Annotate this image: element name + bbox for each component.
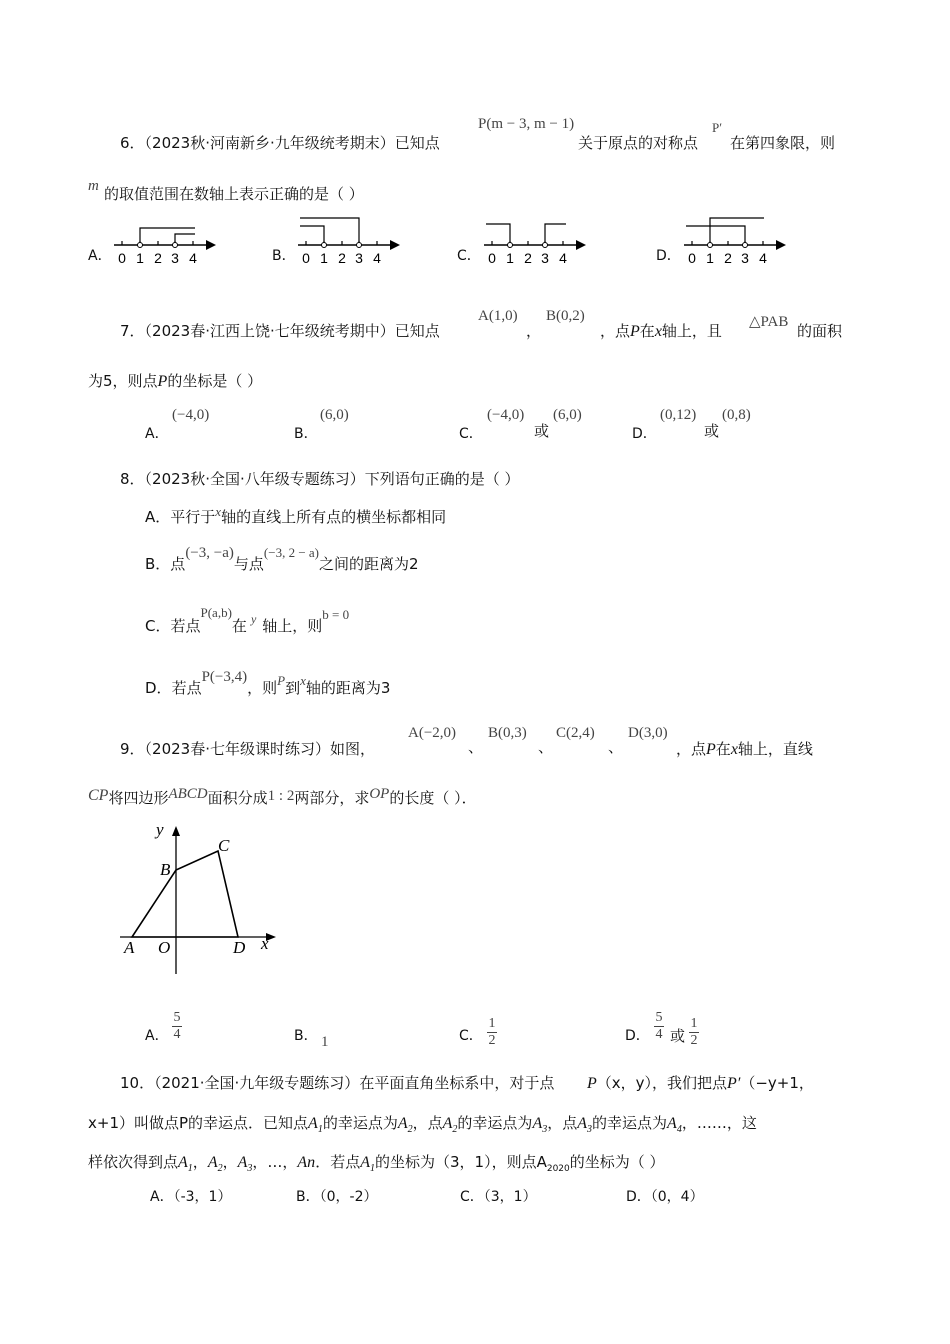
q6-option-b-label[interactable]: B． bbox=[272, 248, 296, 264]
q9-line1 bbox=[120, 738, 375, 759]
tick-0: 0 bbox=[302, 250, 310, 266]
q9-ratio: 1 : 2 bbox=[267, 788, 295, 804]
q10-line2d: 的幸运点为 bbox=[592, 1114, 668, 1132]
q10-l3-a1b: A bbox=[360, 1154, 370, 1171]
tick-0: 0 bbox=[118, 250, 126, 266]
q9-t6: 面积分成 bbox=[207, 789, 268, 807]
q9-t2: ，点 bbox=[676, 740, 707, 758]
label-c: C bbox=[218, 836, 230, 855]
q6-point-p: P(m − 3, m − 1) bbox=[478, 116, 575, 132]
q6-option-c-label[interactable]: C． bbox=[457, 248, 481, 264]
q10-line2b: 的幸运点为 bbox=[322, 1114, 398, 1132]
label-o: O bbox=[158, 938, 171, 957]
q7-t3: 在 bbox=[639, 322, 655, 340]
q9-x: x bbox=[730, 741, 738, 758]
q8-option-d[interactable] bbox=[145, 669, 391, 698]
q10-a2b-sub: 2 bbox=[452, 1124, 458, 1135]
q8-c-label: C． bbox=[145, 617, 171, 635]
q7-option-b-label[interactable]: B． bbox=[294, 426, 318, 442]
q9-option-a-fraction[interactable] bbox=[172, 1010, 182, 1043]
q8-d4: 轴的距离为3 bbox=[305, 679, 391, 697]
q9-option-d-or: 或 bbox=[670, 1027, 686, 1045]
q7-line2a: 为5，则点 bbox=[88, 372, 158, 390]
q10-a4: A bbox=[667, 1115, 677, 1132]
q9-sep-1: 、 bbox=[468, 738, 484, 756]
q7-point-b: B(0,2) bbox=[546, 308, 585, 324]
q6-option-b-numberline[interactable] bbox=[294, 212, 404, 270]
q7-text-2 bbox=[600, 320, 722, 341]
q10-l3-a1b-sub: 1 bbox=[369, 1163, 375, 1174]
q9-op: OP bbox=[369, 786, 390, 802]
q8-a-label: A． bbox=[145, 508, 171, 526]
q10-source: （2021·全国·九年级专题练习） bbox=[154, 1074, 360, 1092]
q10-line2a: x+1）叫做点P的幸运点．已知点 bbox=[88, 1114, 309, 1132]
q9-point-c: C(2,4) bbox=[556, 725, 595, 741]
q10-line2c2: ，点 bbox=[547, 1114, 578, 1132]
q9-option-c-label[interactable]: C． bbox=[459, 1028, 483, 1044]
q6-text-3: 在第四象限，则 bbox=[730, 134, 836, 152]
tick-1: 1 bbox=[320, 250, 328, 266]
q9-line2 bbox=[88, 787, 477, 808]
label-x: x bbox=[261, 934, 269, 953]
q10-a1: A bbox=[308, 1115, 318, 1132]
tick-3: 3 bbox=[355, 250, 363, 266]
q9-option-c-fraction[interactable] bbox=[487, 1016, 497, 1049]
q10-a4-sub: 4 bbox=[676, 1124, 682, 1135]
q8-c1: 若点 bbox=[170, 617, 201, 635]
q9-t7: 两部分，求 bbox=[294, 789, 370, 807]
q10-line3a: 样依次得到点 bbox=[88, 1153, 179, 1171]
q9-option-a-label[interactable]: A． bbox=[145, 1028, 169, 1044]
q10-an: An bbox=[297, 1154, 316, 1171]
q9-option-d-fraction-2[interactable] bbox=[689, 1016, 699, 1049]
tick-4: 4 bbox=[759, 250, 767, 266]
numerator: 1 bbox=[488, 1016, 496, 1031]
q10-a1-sub: 1 bbox=[317, 1124, 323, 1135]
q8-d-label: D． bbox=[145, 679, 172, 697]
q9-p: P bbox=[706, 741, 716, 758]
q8-b-label: B． bbox=[145, 555, 171, 573]
label-b: B bbox=[160, 860, 171, 879]
q10-number: 10． bbox=[120, 1074, 155, 1092]
q10-line3c: 的坐标为（3，1），则点 bbox=[374, 1153, 537, 1171]
q8-d3: 到 bbox=[285, 679, 301, 697]
q8-option-b[interactable] bbox=[145, 545, 419, 574]
tick-4: 4 bbox=[559, 250, 567, 266]
q7-option-d-1[interactable]: (0,12) bbox=[660, 407, 697, 423]
q7-line2b: 的坐标是（ ） bbox=[167, 372, 263, 390]
q6-number: 6． bbox=[120, 134, 145, 152]
q9-point-d: D(3,0) bbox=[628, 725, 668, 741]
q8-a2: 轴的直线上所有点的横坐标都相同 bbox=[221, 508, 447, 526]
q8-d-pp: P bbox=[277, 673, 286, 688]
q6-p-prime: P′ bbox=[712, 120, 723, 135]
q6-option-a-label[interactable]: A． bbox=[88, 248, 112, 264]
quadrilateral-abcd bbox=[132, 851, 238, 937]
q10-line3 bbox=[88, 1151, 665, 1174]
tick-0: 0 bbox=[688, 250, 696, 266]
q8-b2: 与点 bbox=[233, 555, 264, 573]
q8-d2: ，则 bbox=[247, 679, 278, 697]
q7-option-a[interactable]: (−4,0) bbox=[172, 407, 210, 423]
q7-text: 已知点 bbox=[394, 322, 440, 340]
q7-number: 7． bbox=[120, 322, 145, 340]
q9-abcd: ABCD bbox=[168, 786, 208, 802]
q10-a3b-sub: 3 bbox=[587, 1124, 593, 1135]
q8-c2: 在 bbox=[231, 617, 247, 635]
q10-line1b: （−y+1， bbox=[740, 1074, 814, 1092]
q10-line2b2: 的幸运点为 bbox=[457, 1114, 533, 1132]
q7-x: x bbox=[654, 323, 662, 340]
q9-quadrilateral-graph bbox=[110, 818, 285, 978]
q6-text-4: 的取值范围在数轴上表示正确的是（ ） bbox=[104, 185, 364, 203]
q7-option-c-2[interactable]: (6,0) bbox=[553, 407, 582, 423]
q7-option-c-or: 或 bbox=[534, 422, 550, 440]
q7-option-d-or: 或 bbox=[704, 422, 720, 440]
q8-number: 8． bbox=[120, 470, 145, 488]
q8-a1: 平行于 bbox=[170, 508, 216, 526]
q10-a2-sub: 2 bbox=[407, 1124, 413, 1135]
tick-3: 3 bbox=[741, 250, 749, 266]
q10-p: P bbox=[587, 1075, 597, 1092]
q10-xy: （x，y），我们把点 bbox=[596, 1074, 728, 1092]
q10-l3-a3-sub: 3 bbox=[247, 1163, 253, 1174]
tick-2: 2 bbox=[154, 250, 162, 266]
q8-b-p2: (−3, 2 − a) bbox=[263, 545, 319, 560]
q8-line1 bbox=[120, 468, 520, 489]
q8-d1: 若点 bbox=[171, 679, 202, 697]
q10-line3d: 的坐标为（ ） bbox=[569, 1153, 665, 1171]
q9-number: 9． bbox=[120, 740, 145, 758]
q8-c-eq: b = 0 bbox=[322, 607, 350, 622]
q10-l3-a2: A bbox=[207, 1154, 218, 1171]
q9-option-b-label[interactable]: B． bbox=[294, 1028, 318, 1044]
q10-dots: ，…， bbox=[252, 1153, 298, 1171]
q7-p: P bbox=[630, 323, 640, 340]
q7-line1 bbox=[120, 320, 440, 341]
q7-p: P bbox=[157, 373, 168, 390]
q10-l3-a2-sub: 2 bbox=[217, 1163, 223, 1174]
label-a: A bbox=[124, 938, 135, 957]
q8-source: （2023秋·全国·八年级专题练习） bbox=[144, 470, 365, 488]
q10-line2 bbox=[88, 1112, 757, 1135]
q10-line2e: ，……，这 bbox=[681, 1114, 757, 1132]
q7-text-5: 的面积 bbox=[797, 322, 843, 340]
q7-option-b[interactable]: (6,0) bbox=[320, 407, 349, 423]
q9-line1-tail bbox=[676, 738, 813, 759]
q8-c-p: P(a,b) bbox=[200, 605, 232, 620]
tick-0: 0 bbox=[488, 250, 496, 266]
q9-option-d-fraction-1[interactable] bbox=[654, 1010, 664, 1043]
q8-c3: 轴上，则 bbox=[262, 617, 323, 635]
tick-1: 1 bbox=[506, 250, 514, 266]
q7-source: （2023春·江西上饶·七年级统考期中） bbox=[144, 322, 395, 340]
q8-c-y: y bbox=[250, 612, 257, 626]
q6-option-a-numberline[interactable] bbox=[110, 220, 220, 270]
q10-a2020: A bbox=[536, 1153, 547, 1171]
q10-a3: A bbox=[532, 1115, 543, 1132]
q10-line1-tail bbox=[587, 1072, 814, 1093]
tick-1: 1 bbox=[706, 250, 714, 266]
q9-t5: 将四边形 bbox=[108, 789, 169, 807]
tick-2: 2 bbox=[724, 250, 732, 266]
q7-point-a: A(1,0) bbox=[478, 308, 518, 324]
q9-point-a: A(−2,0) bbox=[408, 725, 457, 741]
q10-line2c: ，点 bbox=[412, 1114, 443, 1132]
q9-source: （2023春·七年级课时练习） bbox=[144, 740, 330, 758]
q6-text-2: 关于原点的对称点 bbox=[578, 134, 699, 152]
q8-d-x: x bbox=[300, 673, 306, 688]
q9-point-b: B(0,3) bbox=[488, 725, 527, 741]
tick-3: 3 bbox=[171, 250, 179, 266]
tick-2: 2 bbox=[338, 250, 346, 266]
denominator: 2 bbox=[488, 1033, 496, 1048]
q8-b3: 之间的距离为2 bbox=[319, 555, 419, 573]
q10-line1a: 在平面直角坐标系中，对于点 bbox=[359, 1074, 555, 1092]
q8-a-x: x bbox=[215, 504, 222, 519]
q6-line1 bbox=[120, 132, 440, 153]
q6-m: m bbox=[88, 178, 99, 194]
q9-t8: 的长度（ ）． bbox=[389, 789, 477, 807]
q10-a2: A bbox=[397, 1115, 408, 1132]
q10-a2b: A bbox=[442, 1115, 453, 1132]
q9-sep-3: 、 bbox=[608, 738, 624, 756]
label-d: D bbox=[233, 938, 246, 957]
q8-d-p: P(−3,4) bbox=[201, 669, 248, 685]
q8-b-p1: (−3, −a) bbox=[185, 545, 234, 561]
q9-t1: 如图， bbox=[330, 740, 376, 758]
q10-option-b[interactable]: B．（0，-2） bbox=[296, 1189, 378, 1205]
sep: ， bbox=[192, 1153, 208, 1171]
denominator: 4 bbox=[173, 1027, 181, 1042]
denominator: 2 bbox=[690, 1033, 698, 1048]
q8-option-c[interactable] bbox=[145, 605, 350, 636]
numerator: 1 bbox=[690, 1016, 698, 1031]
q8-stem: 下列语句正确的是（ ） bbox=[364, 470, 520, 488]
q10-option-d[interactable]: D．（0，4） bbox=[626, 1189, 704, 1205]
tick-4: 4 bbox=[189, 250, 197, 266]
numerator: 5 bbox=[173, 1010, 181, 1025]
tick-3: 3 bbox=[541, 250, 549, 266]
q10-line1 bbox=[120, 1072, 554, 1093]
q7-option-c-label[interactable]: C． bbox=[459, 426, 483, 442]
q6-option-d-numberline[interactable] bbox=[680, 212, 790, 270]
q8-b1: 点 bbox=[170, 555, 186, 573]
q7-t2: ，点 bbox=[600, 322, 631, 340]
q7-triangle-pab: △PAB bbox=[749, 314, 789, 330]
q9-sep-2: 、 bbox=[538, 738, 554, 756]
q7-comma: ， bbox=[526, 322, 542, 340]
q6-option-c-numberline[interactable] bbox=[480, 212, 590, 270]
q10-a3b: A bbox=[577, 1115, 588, 1132]
tick-2: 2 bbox=[524, 250, 532, 266]
q10-a2020-sub: 2020 bbox=[546, 1164, 570, 1174]
q7-t4: 轴上，且 bbox=[661, 322, 722, 340]
q10-line3b: ．若点 bbox=[315, 1153, 361, 1171]
tick-4: 4 bbox=[373, 250, 381, 266]
q10-a3-sub: 3 bbox=[542, 1124, 548, 1135]
q9-t3: 在 bbox=[715, 740, 731, 758]
q10-l3-a1: A bbox=[178, 1154, 188, 1171]
q7-option-c-1[interactable]: (−4,0) bbox=[487, 407, 525, 423]
numerator: 5 bbox=[655, 1010, 663, 1025]
denominator: 4 bbox=[655, 1027, 663, 1042]
q7-option-d-2[interactable]: (0,8) bbox=[722, 407, 751, 423]
q7-option-a-label[interactable]: A． bbox=[145, 426, 169, 442]
q9-option-b[interactable]: 1 bbox=[321, 1034, 329, 1050]
label-y: y bbox=[156, 820, 164, 839]
q10-option-c[interactable]: C．（3，1） bbox=[460, 1189, 537, 1205]
q8-option-a[interactable] bbox=[145, 506, 446, 527]
q9-option-d-label[interactable]: D． bbox=[625, 1028, 650, 1044]
q7-option-d-label[interactable]: D． bbox=[632, 426, 657, 442]
q7-line2 bbox=[88, 370, 262, 391]
q6-option-d-label[interactable]: D． bbox=[656, 248, 681, 264]
q10-pprime: P′ bbox=[727, 1075, 741, 1092]
q9-t4: 轴上，直线 bbox=[737, 740, 813, 758]
q10-l3-a3: A bbox=[237, 1154, 248, 1171]
q10-l3-a1-sub: 1 bbox=[187, 1163, 193, 1174]
q6-source: （2023秋·河南新乡·九年级统考期末） bbox=[144, 134, 395, 152]
tick-1: 1 bbox=[136, 250, 144, 266]
q6-text: 已知点 bbox=[394, 134, 440, 152]
q10-option-a[interactable]: A．（-3，1） bbox=[150, 1189, 232, 1205]
q9-cp: CP bbox=[88, 787, 109, 804]
sep: ， bbox=[222, 1153, 238, 1171]
